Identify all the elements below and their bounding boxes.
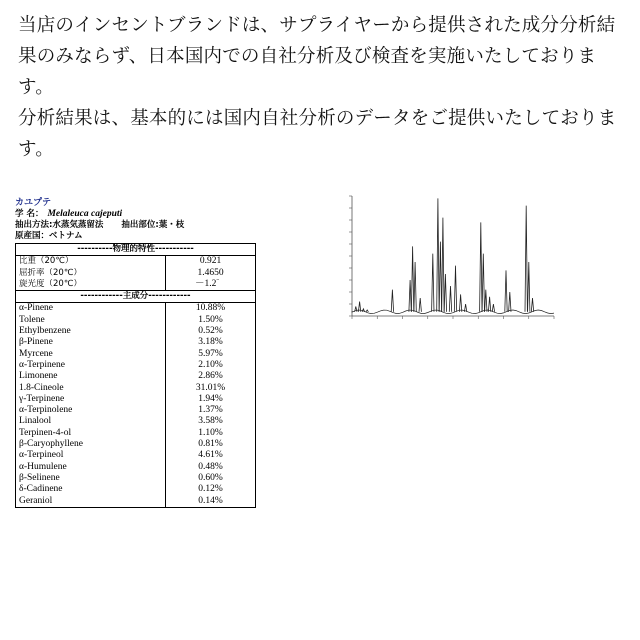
chromatogram-peak xyxy=(437,198,439,311)
chromatogram-peak xyxy=(414,262,416,312)
scientific-name: Melaleuca cajeputi xyxy=(47,209,123,219)
physical-properties-header: ----------物理的特性----------- xyxy=(16,244,256,256)
property-row xyxy=(16,279,256,291)
property-name: 旋光度（20℃） xyxy=(16,279,166,291)
property-value: 1.4650 xyxy=(197,267,224,278)
component-value: 31.01% xyxy=(195,382,226,393)
analysis-sheet xyxy=(15,198,255,508)
chromatogram-peak xyxy=(444,274,446,312)
chromatogram-peak xyxy=(409,280,411,312)
component-row xyxy=(16,360,256,371)
product-name: カユプテ xyxy=(15,198,52,208)
component-name: Limonene xyxy=(16,371,166,382)
property-row xyxy=(16,268,256,279)
component-name: Ethylbenzene xyxy=(16,326,166,337)
chromatogram-peak xyxy=(449,286,451,312)
chromatogram-peak xyxy=(442,218,444,312)
chromatogram-peak xyxy=(419,298,421,312)
component-value: 1.37% xyxy=(198,405,223,416)
property-name: 屈折率（20℃） xyxy=(16,268,166,279)
component-row xyxy=(16,496,256,508)
component-row xyxy=(16,450,256,461)
main-components-header: ------------主成分------------ xyxy=(16,291,256,303)
component-value: 3.18% xyxy=(198,337,223,348)
component-value: 0.14% xyxy=(198,495,223,506)
extraction-part: 抽出部位:葉・枝 xyxy=(121,220,185,230)
component-value: 3.58% xyxy=(198,416,223,427)
component-value: 0.48% xyxy=(198,461,223,472)
component-row xyxy=(16,428,256,439)
component-value: 0.81% xyxy=(198,439,223,450)
component-row xyxy=(16,371,256,382)
component-name: Geraniol xyxy=(16,496,166,508)
chromatogram-peak xyxy=(454,266,456,312)
scientific-name-label: 学 名： xyxy=(15,209,44,219)
component-row xyxy=(16,315,256,326)
component-value: 0.52% xyxy=(198,326,223,337)
component-name: δ-Cadinene xyxy=(16,484,166,495)
component-row xyxy=(16,394,256,405)
component-value: 4.61% xyxy=(198,450,223,461)
origin-row: 原産国：ベトナム xyxy=(15,231,83,241)
chromatogram-peak xyxy=(432,254,434,312)
component-row xyxy=(16,439,256,450)
component-value: 1.94% xyxy=(198,393,223,404)
component-name: α-Pinene xyxy=(16,303,166,315)
chromatogram-peak xyxy=(362,309,364,312)
component-row xyxy=(16,473,256,484)
component-name: 1.8-Cineole xyxy=(16,383,166,394)
component-name: γ-Terpinene xyxy=(16,394,166,405)
component-name: β-Caryophyllene xyxy=(16,439,166,450)
component-value: 10.88% xyxy=(195,303,226,314)
component-row xyxy=(16,484,256,495)
component-name: α-Terpinolene xyxy=(16,405,166,416)
component-value: 1.10% xyxy=(198,427,223,438)
component-row xyxy=(16,303,256,315)
intro-paragraph-2: 分析結果は、基本的には国内自社分析のデータをご提供いたしております。 xyxy=(18,108,617,160)
component-name: β-Pinene xyxy=(16,337,166,348)
chromatogram-peak xyxy=(411,246,413,311)
chromatogram-peak xyxy=(528,262,530,312)
spec-table xyxy=(15,243,256,508)
extraction-row xyxy=(15,220,255,231)
property-row xyxy=(16,256,256,268)
chromatogram-peak xyxy=(480,222,482,311)
chromatogram-peak xyxy=(485,290,487,312)
chromatogram-peak xyxy=(482,254,484,312)
component-value: 0.12% xyxy=(198,484,223,495)
chromatogram-peak xyxy=(391,290,393,312)
property-value: 0.921 xyxy=(199,256,222,267)
chromatogram-peak xyxy=(366,310,368,312)
component-name: Terpinen-4-ol xyxy=(16,428,166,439)
component-value: 2.10% xyxy=(198,359,223,370)
intro-text xyxy=(18,10,624,165)
chromatogram-peak xyxy=(509,292,511,312)
chromatogram-peak xyxy=(459,294,461,311)
gc-chromatogram xyxy=(330,188,560,328)
component-row xyxy=(16,405,256,416)
chromatogram-peak xyxy=(531,298,533,312)
chromatogram-peak xyxy=(439,242,441,312)
scientific-name-row xyxy=(15,209,255,220)
component-name: β-Selinene xyxy=(16,473,166,484)
component-name: Tolene xyxy=(16,315,166,326)
component-name: α-Terpineol xyxy=(16,450,166,461)
component-value: 1.50% xyxy=(198,314,223,325)
extraction-method: 抽出方法:水蒸気蒸留法 xyxy=(15,220,104,230)
component-name: α-Terpinene xyxy=(16,360,166,371)
component-row xyxy=(16,462,256,473)
component-name: α-Humulene xyxy=(16,462,166,473)
component-row xyxy=(16,349,256,360)
property-value: －1.2゜ xyxy=(166,279,256,291)
component-value: 5.97% xyxy=(198,348,223,359)
component-row xyxy=(16,416,256,427)
property-name: 比重（20℃） xyxy=(16,256,166,268)
component-name: Myrcene xyxy=(16,349,166,360)
component-value: 0.60% xyxy=(198,472,223,483)
chromatogram-peak xyxy=(525,206,527,312)
component-row xyxy=(16,326,256,337)
chromatogram-peak xyxy=(505,270,507,311)
baseline-trace xyxy=(352,310,554,314)
component-value: 2.86% xyxy=(198,371,223,382)
intro-paragraph-1: 当店のインセントブランドは、サプライヤーから提供された成分分析結果のみならず、日本国内での自社分析及び検査を実施いたしております。 xyxy=(18,15,616,98)
component-row xyxy=(16,383,256,394)
component-name: Linalool xyxy=(16,416,166,427)
chromatogram-peak xyxy=(488,297,490,312)
component-row xyxy=(16,337,256,348)
chromatogram-peak xyxy=(492,304,494,312)
